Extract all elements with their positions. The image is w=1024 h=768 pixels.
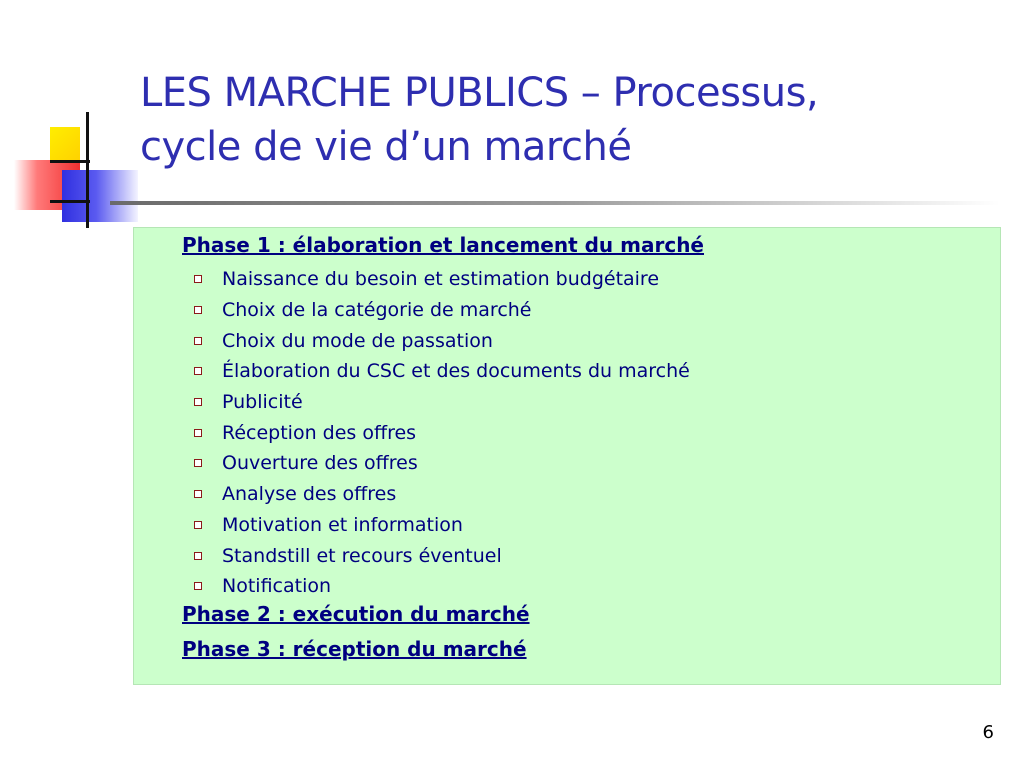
slide-title-line-2: cycle de vie d’un marché xyxy=(140,124,632,170)
list-item-text: Choix du mode de passation xyxy=(222,329,493,352)
square-bullet-icon xyxy=(194,490,202,498)
list-item xyxy=(194,479,690,510)
square-bullet-icon xyxy=(194,459,202,467)
square-bullet-icon xyxy=(194,582,202,590)
list-item xyxy=(194,540,690,571)
logo-blue-square xyxy=(62,170,138,222)
list-item-text: Choix de la catégorie de marché xyxy=(222,299,532,322)
square-bullet-icon xyxy=(194,552,202,560)
square-bullet-icon xyxy=(194,521,202,529)
logo-horizontal-line xyxy=(50,160,90,163)
list-item-text: Publicité xyxy=(222,391,303,414)
list-item-text: Élaboration du CSC et des documents du marché xyxy=(222,360,690,383)
square-bullet-icon xyxy=(194,275,202,283)
list-item xyxy=(194,510,690,541)
logo-horizontal-line xyxy=(50,200,90,203)
list-item xyxy=(194,448,690,479)
list-item-text: Ouverture des offres xyxy=(222,452,418,475)
list-item-text: Motivation et information xyxy=(222,513,463,536)
list-item-text: Naissance du besoin et estimation budgétaire xyxy=(222,268,660,291)
phase-3-heading: Phase 3 : réception du marché xyxy=(182,637,527,661)
square-bullet-icon xyxy=(194,398,202,406)
phase-2-heading: Phase 2 : exécution du marché xyxy=(182,602,530,626)
list-item-text: Réception des offres xyxy=(222,421,417,444)
list-item xyxy=(194,417,690,448)
square-bullet-icon xyxy=(194,337,202,345)
list-item xyxy=(194,295,690,326)
square-bullet-icon xyxy=(194,367,202,375)
list-item xyxy=(194,325,690,356)
logo-vertical-line xyxy=(86,112,89,228)
phase-1-heading: Phase 1 : élaboration et lancement du marché xyxy=(182,233,704,257)
page-number: 6 xyxy=(982,722,994,743)
square-bullet-icon xyxy=(194,429,202,437)
list-item-text: Notification xyxy=(222,575,332,598)
list-item-text: Analyse des offres xyxy=(222,483,397,506)
slide-title-line-1: LES MARCHE PUBLICS – Processus, xyxy=(140,70,819,116)
list-item xyxy=(194,356,690,387)
square-bullet-icon xyxy=(194,306,202,314)
content-box xyxy=(133,227,1001,685)
list-item xyxy=(194,571,690,602)
list-item-text: Standstill et recours éventuel xyxy=(222,544,502,567)
slide-title xyxy=(140,66,1000,174)
title-divider xyxy=(110,201,1000,205)
list-item xyxy=(194,264,690,295)
list-item xyxy=(194,387,690,418)
phase-1-task-list xyxy=(194,264,690,602)
